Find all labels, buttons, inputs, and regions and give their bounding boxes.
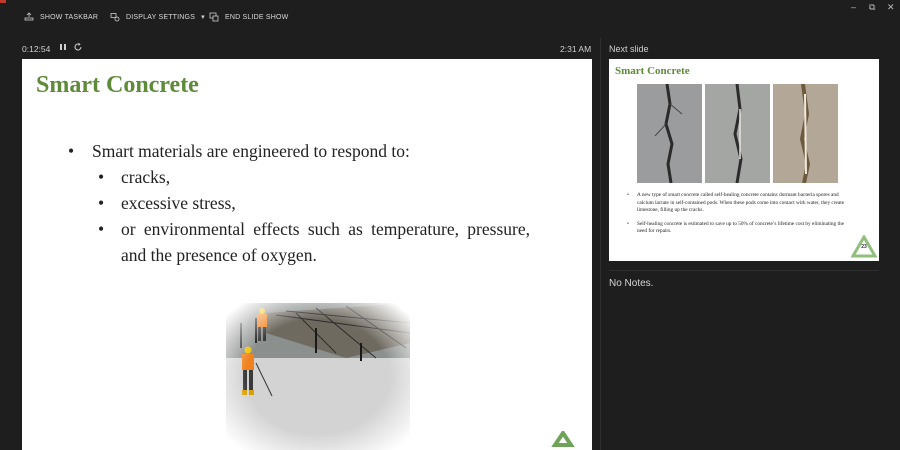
bullet-item: • or environmental effects such as temperature, pressure, and the presence of oxygen.: [68, 216, 530, 268]
next-slide-preview[interactable]: [609, 59, 879, 261]
restart-icon[interactable]: [74, 42, 83, 54]
slide-title: Smart Concrete: [36, 72, 199, 98]
pause-icon[interactable]: [59, 42, 67, 54]
next-bullet: • Self-healing concrete is estimated to save up to 50% of concrete’s lifetime cost by eliminating the need for repairs.: [627, 221, 849, 236]
presenter-toolbar: [0, 0, 900, 34]
bullet-item: • cracks,: [68, 164, 530, 190]
end-slide-show-label: END SLIDE SHOW: [225, 13, 289, 21]
current-slide[interactable]: [22, 59, 592, 450]
display-settings-label: DISPLAY SETTINGS: [126, 13, 196, 21]
next-bullet: • A new type of smart concrete called self-healing concrete contains dormant bacteria spores and calcium lactate in self-contained pods. When these pods come into contact with water, they create limestone, filling up the cracks.: [627, 192, 849, 215]
restore-icon[interactable]: ⧉: [869, 2, 876, 12]
close-icon[interactable]: ✕: [887, 2, 895, 12]
taskbar-icon: [24, 12, 34, 22]
speaker-notes: No Notes.: [609, 278, 654, 289]
app-indicator: [0, 0, 6, 3]
end-show-icon: [209, 12, 219, 22]
next-slide-bullets: [627, 192, 849, 242]
concrete-workers-photo: [226, 303, 410, 450]
show-taskbar-label: SHOW TASKBAR: [40, 13, 99, 21]
end-slide-show-button[interactable]: [209, 11, 288, 23]
crack-photo-2: [705, 84, 770, 183]
current-time: 2:31 AM: [560, 44, 592, 54]
show-taskbar-button[interactable]: [24, 11, 98, 23]
recycle-icon: [542, 431, 584, 450]
display-settings-button[interactable]: [110, 11, 205, 23]
slide-bullets: [68, 138, 530, 268]
chevron-down-icon: ▾: [201, 14, 205, 21]
crack-photo-1: [637, 84, 702, 183]
next-slide-title: Smart Concrete: [615, 65, 690, 77]
display-settings-icon: [110, 12, 120, 22]
crack-photo-3: [773, 84, 838, 183]
next-slide-label: Next slide: [609, 44, 649, 54]
slide-number: 23: [861, 244, 867, 250]
minimize-icon[interactable]: –: [851, 2, 857, 12]
elapsed-timer: 0:12:54: [22, 44, 51, 54]
bullet-item: • excessive stress,: [68, 190, 530, 216]
bullet-intro: • Smart materials are engineered to respond to:: [68, 138, 530, 164]
panel-divider: [600, 38, 601, 450]
recycle-icon: [851, 235, 877, 259]
notes-divider: [609, 270, 879, 271]
